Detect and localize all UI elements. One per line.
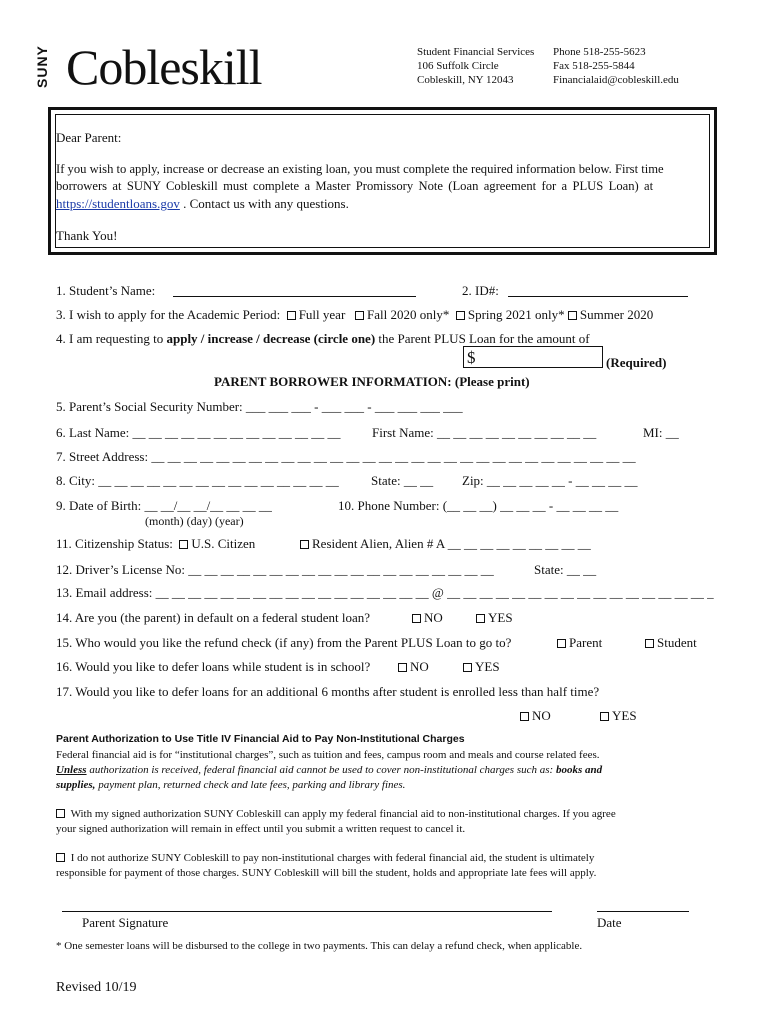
- section-title: PARENT BORROWER INFORMATION: (Please print): [214, 374, 530, 389]
- license-state-field[interactable]: State: __ __: [534, 562, 597, 577]
- email-field[interactable]: 13. Email address: __ __ __ __ __ __ __ __ __ __ __ __ __ __ __ __ __ @ __ __ __ __ __ __ __ __ __ __ __ __ __ __ __ __ _: [56, 585, 714, 600]
- full-year-checkbox[interactable]: [287, 311, 296, 320]
- dob-field[interactable]: 9. Date of Birth: __ __/__ __/__ __ __ __: [56, 498, 272, 513]
- auth-option-2: [56, 852, 594, 864]
- revised-note: Revised 10/19: [56, 980, 137, 995]
- loan-request-suffix: the Parent PLUS Loan for the amount of: [375, 331, 590, 346]
- auth-title: Parent Authorization to Use Title IV Financial Aid to Pay Non-Institutional Charges: [56, 733, 465, 745]
- default-question: 14. Are you (the parent) in default on a federal student loan?: [56, 610, 371, 625]
- resident-alien-checkbox[interactable]: [300, 540, 309, 549]
- default-no-label: NO: [424, 610, 443, 625]
- us-citizen-checkbox[interactable]: [179, 540, 188, 549]
- defer-extra-yes-label: YES: [612, 708, 637, 723]
- student-id-label: 2. ID#:: [462, 283, 499, 298]
- currency-sign: $: [467, 348, 476, 367]
- date-label: Date: [597, 915, 622, 930]
- auth-line-1: Federal financial aid is for “institutional charges”, such as tuition and fees, campus room and meals and course related fees.: [56, 749, 600, 761]
- defer-extra-no-label: NO: [532, 708, 551, 723]
- default-yes-checkbox[interactable]: [476, 614, 485, 623]
- us-citizen-label: U.S. Citizen: [191, 536, 256, 551]
- refund-student: [645, 635, 697, 651]
- default-no-checkbox[interactable]: [412, 614, 421, 623]
- resident-alien-field[interactable]: Resident Alien, Alien # A __ __ __ __ __ __ __ __ __: [312, 536, 591, 551]
- letter-closing: Thank You!: [56, 228, 118, 243]
- refund-student-checkbox[interactable]: [645, 639, 654, 648]
- default-no: [412, 610, 443, 626]
- citizenship-row: [56, 536, 255, 552]
- auth-option-2b: responsible for payment of those charges. SUNY Cobleskill will bill the student, holds and appropriate late fees will apply.: [56, 867, 597, 879]
- summer-2020-checkbox[interactable]: [568, 311, 577, 320]
- defer-extra-no-checkbox[interactable]: [520, 712, 529, 721]
- letter-greeting: Dear Parent:: [56, 130, 122, 145]
- contact-phone: Phone 518-255-5623: [553, 46, 646, 58]
- parent-ssn-field[interactable]: 5. Parent’s Social Security Number: ___ ___ ___ - ___ ___ - ___ ___ ___ ___: [56, 399, 463, 414]
- spring-2021-checkbox[interactable]: [456, 311, 465, 320]
- footnote: * One semester loans will be disbursed to the college in two payments. This can delay a refund check, when applicable.: [56, 940, 583, 952]
- letter-after-link: . Contact us with any questions.: [179, 196, 349, 211]
- defer-extra-no: [520, 708, 551, 724]
- address-line-3: Cobleskill, NY 12043: [417, 74, 514, 86]
- defer-no: [398, 659, 429, 675]
- letter-body-line-2: borrowers at SUNY Cobleskill must complete a Master Promissory Note (Loan agreement for a PLUS Loan) at: [56, 179, 654, 193]
- academic-period-label: 3. I wish to apply for the Academic Period:: [56, 307, 281, 322]
- address-line-2: 106 Suffolk Circle: [417, 60, 499, 72]
- defer-extra-yes-checkbox[interactable]: [600, 712, 609, 721]
- defer-yes: [463, 659, 500, 675]
- academic-period-row: [56, 307, 653, 323]
- auth-line-2-rest: authorization is received, federal financial aid cannot be used to cover non-institutional charges such as:: [86, 764, 556, 776]
- defer-question: 16. Would you like to defer loans while student is in school?: [56, 659, 371, 674]
- defer-extra-question: 17. Would you like to defer loans for an additional 6 months after student is enrolled less than half time?: [56, 684, 600, 699]
- required-note: (Required): [606, 355, 667, 370]
- auth-supplies: supplies,: [56, 779, 96, 791]
- address-line-1: Student Financial Services: [417, 46, 535, 58]
- defer-yes-label: YES: [475, 659, 500, 674]
- parent-signature-label: Parent Signature: [82, 915, 169, 930]
- student-name-field[interactable]: [173, 296, 416, 297]
- last-name-field[interactable]: 6. Last Name: __ __ __ __ __ __ __ __ __ __ __ __ __: [56, 425, 341, 440]
- mi-field[interactable]: MI: __: [643, 425, 679, 440]
- full-year-label: Full year: [298, 307, 346, 322]
- authorize-text-a: With my signed authorization SUNY Cobleskill can apply my federal financial aid to non-institutional charges. If you agree: [70, 808, 616, 820]
- refund-parent: [557, 635, 602, 651]
- fall-2020-checkbox[interactable]: [355, 311, 364, 320]
- auth-line-2: [56, 764, 602, 776]
- defer-no-label: NO: [410, 659, 429, 674]
- zip-field[interactable]: Zip: __ __ __ __ __ - __ __ __ __: [462, 473, 638, 488]
- loan-amount-field[interactable]: [463, 346, 603, 368]
- refund-question: 15. Who would you like the refund check (if any) from the Parent PLUS Loan to go to?: [56, 635, 512, 650]
- defer-extra-yes: [600, 708, 637, 724]
- street-address-field[interactable]: 7. Street Address: __ __ __ __ __ __ __ __ __ __ __ __ __ __ __ __ __ __ __ __ __ __ __ __ __ __ __ __ __ __: [56, 449, 636, 464]
- studentloans-link[interactable]: https://studentloans.gov: [56, 196, 180, 211]
- resident-alien-row: [300, 536, 591, 552]
- auth-option-1: [56, 808, 616, 820]
- dob-hint: (month) (day) (year): [145, 514, 244, 528]
- loan-request-options[interactable]: apply / increase / decrease (circle one): [166, 331, 376, 346]
- auth-option-1b: your signed authorization will remain in effect until you submit a written request to cancel it.: [56, 823, 466, 835]
- state-field[interactable]: State: __ __: [371, 473, 434, 488]
- student-name-label: 1. Student’s Name:: [56, 283, 156, 298]
- contact-fax: Fax 518-255-5844: [553, 60, 635, 72]
- phone-field[interactable]: 10. Phone Number: (__ __ __) __ __ __ - __ __ __ __: [338, 498, 619, 513]
- parent-signature-line[interactable]: [62, 911, 552, 912]
- citizenship-label: 11. Citizenship Status:: [56, 536, 173, 551]
- first-name-field[interactable]: First Name: __ __ __ __ __ __ __ __ __ __: [372, 425, 597, 440]
- refund-parent-label: Parent: [569, 635, 603, 650]
- letter-body-line-1: If you wish to apply, increase or decrease an existing loan, you must complete the required information below. First time: [56, 162, 664, 176]
- letter-body-line-3: [56, 196, 349, 212]
- logo-suny: SUNY: [34, 45, 50, 88]
- logo-name: Cobleskill: [66, 39, 262, 95]
- defer-yes-checkbox[interactable]: [463, 663, 472, 672]
- summer-2020-label: Summer 2020: [579, 307, 654, 322]
- defer-no-checkbox[interactable]: [398, 663, 407, 672]
- auth-books: books and: [555, 764, 603, 776]
- refund-parent-checkbox[interactable]: [557, 639, 566, 648]
- authorize-checkbox[interactable]: [56, 809, 65, 818]
- default-yes-label: YES: [488, 610, 513, 625]
- loan-request-row: [56, 331, 590, 347]
- not-authorize-checkbox[interactable]: [56, 853, 65, 862]
- not-authorize-text-a: I do not authorize SUNY Cobleskill to pay non-institutional charges with federal financial aid, the student is ultimately: [70, 852, 595, 864]
- drivers-license-field[interactable]: 12. Driver’s License No: __ __ __ __ __ __ __ __ __ __ __ __ __ __ __ __ __ __ __: [56, 562, 494, 577]
- contact-email: Financialaid@cobleskill.edu: [553, 74, 679, 86]
- date-line[interactable]: [597, 911, 689, 912]
- spring-2021-label: Spring 2021 only*: [467, 307, 565, 322]
- auth-unless: Unless: [56, 764, 87, 776]
- fall-2020-label: Fall 2020 only*: [367, 307, 450, 322]
- auth-line-3-rest: payment plan, returned check and late fees, parking and library fines.: [95, 779, 406, 791]
- loan-request-prefix: 4. I am requesting to: [56, 331, 167, 346]
- student-id-field[interactable]: [508, 296, 688, 297]
- refund-student-label: Student: [657, 635, 697, 650]
- auth-line-3: [56, 779, 405, 791]
- default-yes: [476, 610, 513, 626]
- city-field[interactable]: 8. City: __ __ __ __ __ __ __ __ __ __ __ __ __ __ __: [56, 473, 339, 488]
